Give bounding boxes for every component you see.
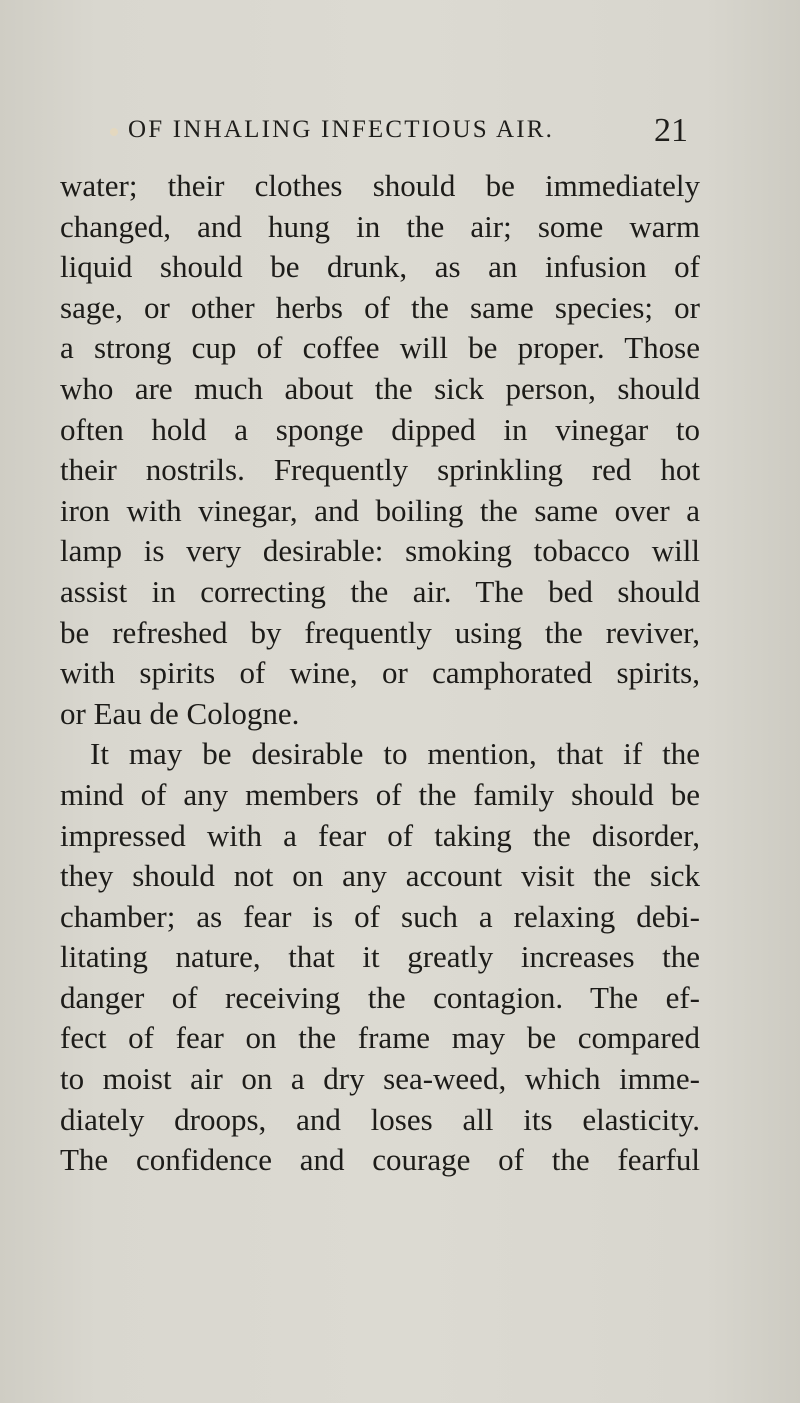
text-line: iron with vinegar, and boiling the same over a (60, 492, 700, 528)
page-number: 21 (654, 112, 688, 149)
text-line: liquid should be drunk, as an infusion of (60, 249, 700, 285)
text-line: litating nature, that it greatly increases the (60, 939, 700, 975)
text-line: who are much about the sick person, should (60, 370, 700, 406)
body-text (60, 166, 700, 1181)
text-line: with spirits of wine, or camphorated spirits, (60, 655, 700, 691)
text-line: danger of receiving the contagion. The ef- (60, 979, 700, 1015)
text-line: sage, or other herbs of the same species; or (60, 289, 700, 325)
text-line: water; their clothes should be immediately (60, 168, 700, 203)
paper-stain (110, 128, 118, 136)
text-line: The confidence and courage of the fearful (60, 1142, 700, 1178)
text-line: or Eau de Cologne. (60, 695, 300, 731)
text-line: changed, and hung in the air; some warm (60, 208, 700, 244)
text-line: a strong cup of coffee will be proper. Those (60, 330, 700, 366)
text-line: chamber; as fear is of such a relaxing debi- (60, 898, 700, 934)
paragraph-first-line: It may be desirable to mention, that if the (90, 736, 700, 772)
text-line: often hold a sponge dipped in vinegar to (60, 411, 700, 447)
text-line: be refreshed by frequently using the reviver, (60, 614, 700, 650)
running-head (128, 112, 688, 152)
text-line: their nostrils. Frequently sprinkling red hot (60, 452, 700, 488)
text-line: fect of fear on the frame may be compared (60, 1020, 700, 1056)
running-title: OF INHALING INFECTIOUS AIR. (128, 116, 555, 143)
text-line: assist in correcting the air. The bed should (60, 573, 700, 609)
text-line: impressed with a fear of taking the disorder, (60, 817, 700, 853)
text-line: lamp is very desirable: smoking tobacco will (60, 533, 700, 569)
text-line: diately droops, and loses all its elasticity. (60, 1101, 700, 1137)
text-line: they should not on any account visit the sick (60, 858, 700, 894)
text-line: mind of any members of the family should be (60, 776, 700, 812)
text-line: to moist air on a dry sea-weed, which imme- (60, 1061, 700, 1097)
